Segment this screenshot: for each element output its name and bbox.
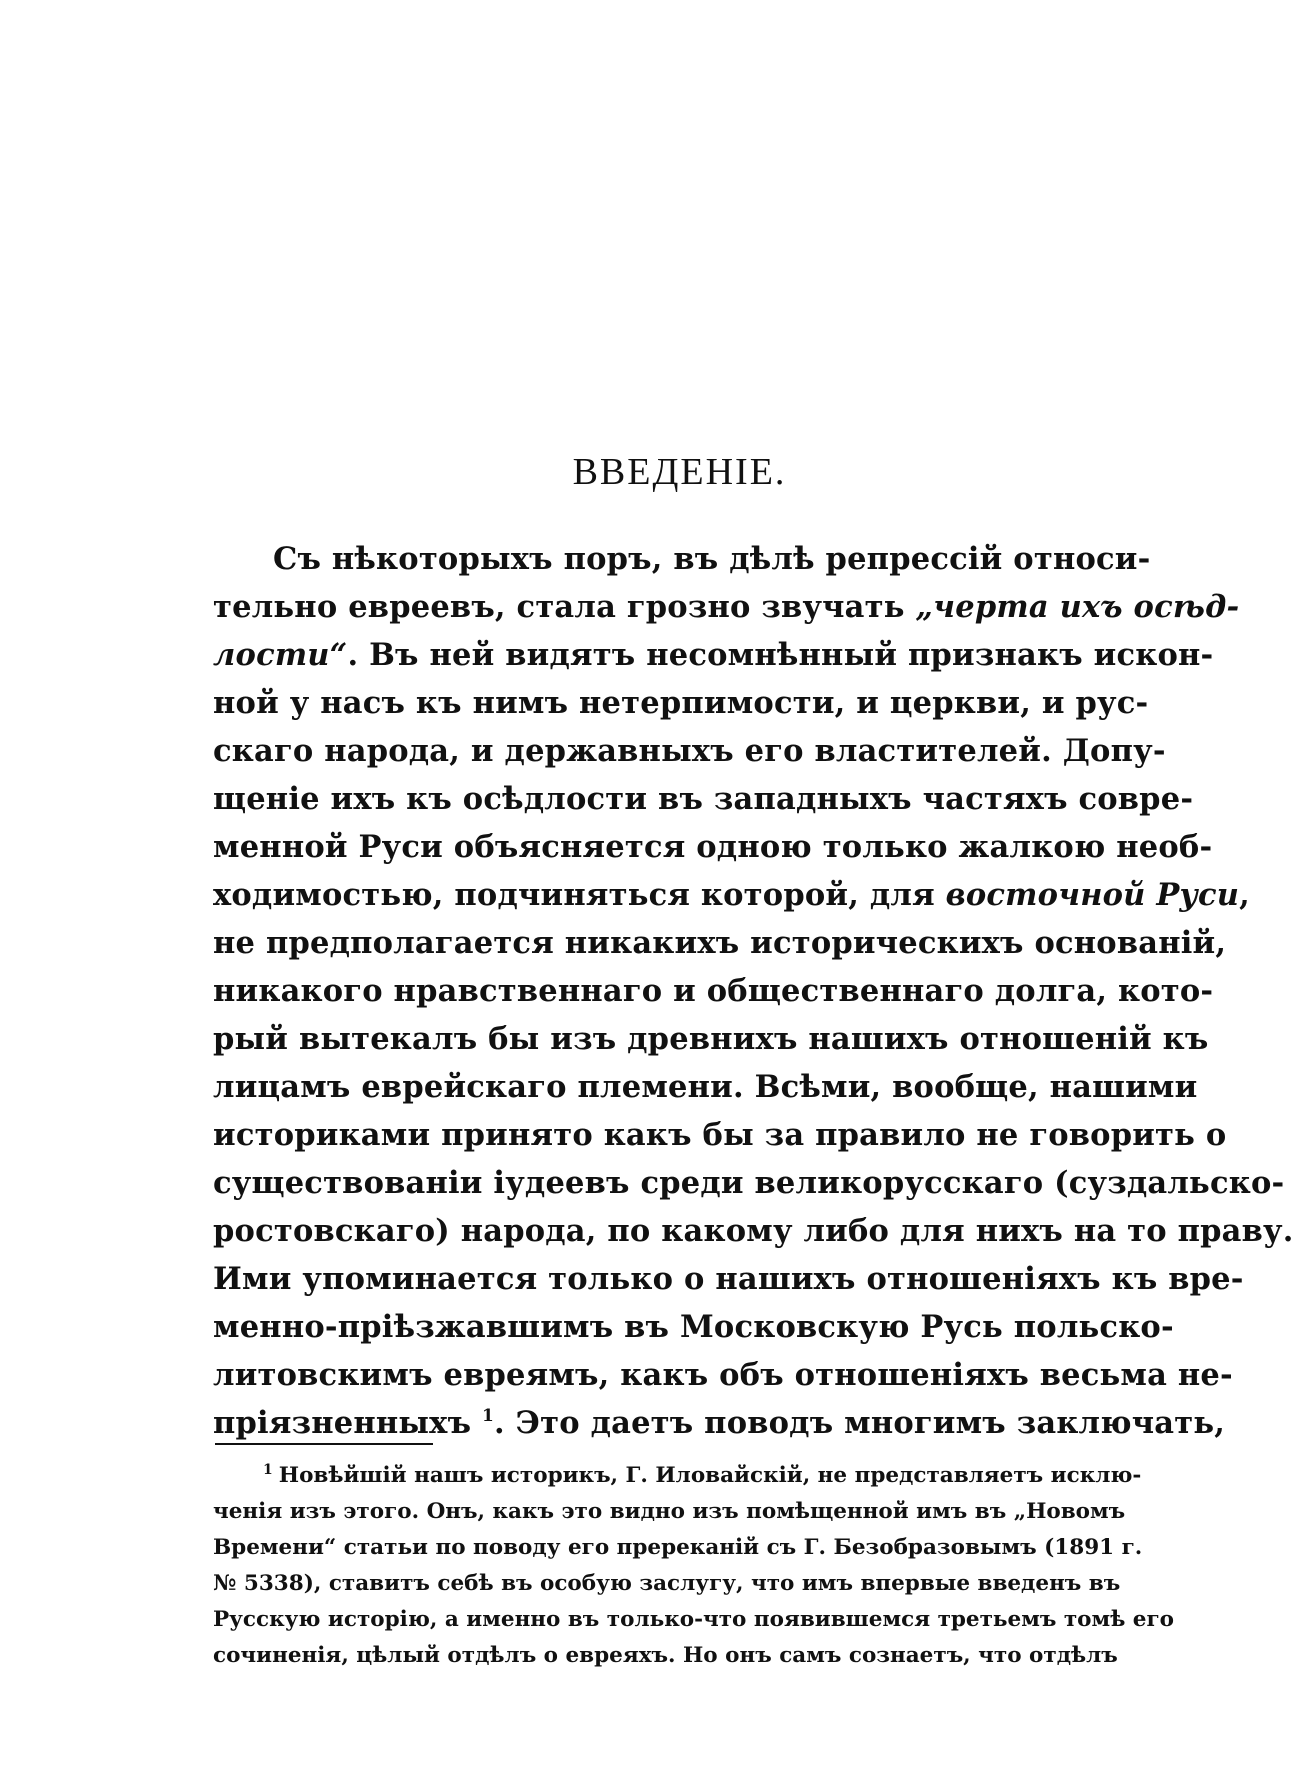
text-line: Съ нѣкоторыхъ поръ, въ дѣлѣ репрессій относи- [273,541,1151,577]
text-line: лости“. Въ ней видятъ несомнѣнный признакъ искон- [213,637,1214,673]
main-text [213,535,1294,1447]
emphasis-text: „черта ихъ осѣд- [915,589,1240,625]
text-line: никакого нравственнаго и общественнаго долга, кото- [213,973,1214,1009]
text-line: ходимостью, подчиняться которой, для восточной Руси, [213,877,1250,913]
text-line: тельно евреевъ, стала грозно звучать „черта ихъ осѣд- [213,589,1240,625]
footnote-line: Русскую исторію, а именно въ только-что появившемся третьемъ томѣ его [213,1607,1174,1632]
chapter-title: ВВЕДЕНІЕ. [572,451,787,493]
text-line: менной Руси объясняется одною только жалкою необ- [213,829,1213,865]
text-line: рый вытекалъ бы изъ древнихъ нашихъ отношеній къ [213,1021,1209,1057]
footnote-line: ченія изъ этого. Онъ, какъ это видно изъ помѣщенной имъ въ „Новомъ [213,1499,1126,1524]
footnote [213,1458,1174,1674]
text-line: ростовскаго) народа, по какому либо для нихъ на то праву. [213,1213,1294,1249]
text-line: историками принято какъ бы за правило не говорить о [213,1117,1227,1153]
emphasis-text: восточной Руси [945,877,1240,913]
text-line: не предполагается никакихъ историческихъ основаній, [213,925,1227,961]
text-line: лицамъ еврейскаго племени. Всѣми, вообще, нашими [213,1069,1198,1105]
text-line: щеніе ихъ къ осѣдлости въ западныхъ частяхъ совре- [213,781,1194,817]
text-line: менно-пріѣзжавшимъ въ Московскую Русь польско- [213,1309,1174,1345]
text-line: ной у насъ къ нимъ нетерпимости, и церкви, и рус- [213,685,1149,721]
text-line: литовскимъ евреямъ, какъ объ отношеніяхъ весьма не- [213,1357,1233,1393]
text-line: существованіи іудеевъ среди великорусскаго (суздальско- [213,1165,1285,1201]
emphasis-text: лости“ [213,637,348,673]
footnote-divider [215,1443,433,1445]
text-line: скаго народа, и державныхъ его властителей. Допу- [213,733,1166,769]
footnote-marker: 1 [263,1462,273,1478]
text-line: пріязненныхъ $^1$. Это даетъ поводъ многимъ заключать, [213,1405,1226,1441]
text-line: Ими упоминается только о нашихъ отношеніяхъ къ вре- [213,1261,1244,1297]
footnote-line: $^1$ Новѣйшій нашъ историкъ, Г. Иловайскій, не представляетъ исклю- [263,1462,1142,1488]
footnote-line: Времени“ статьи по поводу его пререканій съ Г. Безобразовымъ (1891 г. [213,1535,1143,1560]
footnote-line: сочиненія, цѣлый отдѣлъ о евреяхъ. Но онъ самъ сознаетъ, что отдѣлъ [213,1643,1118,1668]
footnote-reference[interactable]: 1 [481,1406,495,1426]
footnote-line: № 5338), ставитъ себѣ въ особую заслугу, что имъ впервые введенъ въ [213,1571,1121,1596]
